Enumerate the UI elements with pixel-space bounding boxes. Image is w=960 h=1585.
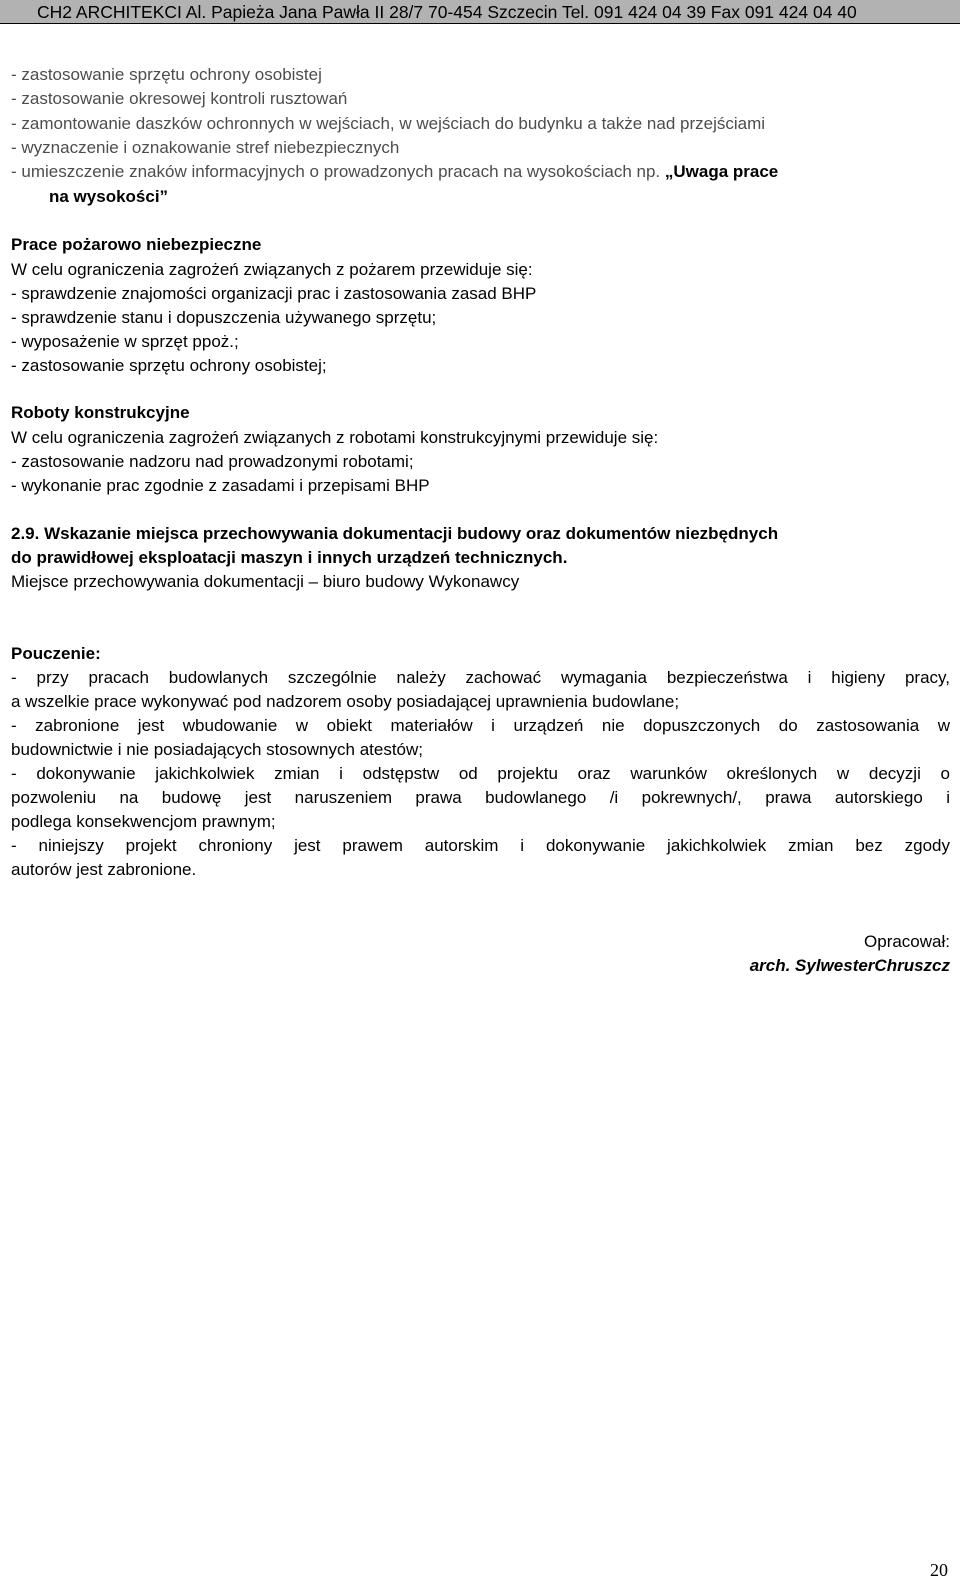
list-item-signs <box>11 162 778 182</box>
list-item: - zastosowanie sprzętu ochrony osobistej <box>11 65 322 84</box>
fire-intro: W celu ograniczenia zagrożeń związanych z pożarem przewiduje się: <box>11 260 533 279</box>
constr-heading: Roboty konstrukcyjne <box>11 403 190 422</box>
pouczenie-line: podlega konsekwencjom prawnym; <box>11 812 276 831</box>
list-item: - sprawdzenie znajomości organizacji prac i zastosowania zasad BHP <box>11 284 537 303</box>
signs-example-continued: na wysokości” <box>49 187 169 206</box>
list-item: - sprawdzenie stanu i dopuszczenia używanego sprzętu; <box>11 308 437 327</box>
doc-location: Miejsce przechowywania dokumentacji – biuro budowy Wykonawcy <box>11 572 520 591</box>
pouczenie-heading: Pouczenie: <box>11 644 101 663</box>
fire-heading: Prace pożarowo niebezpieczne <box>11 235 262 254</box>
pouczenie-line: a wszelkie prace wykonywać pod nadzorem osoby posiadającej uprawnienia budowlane; <box>11 692 680 711</box>
signs-text: - umieszczenie znaków informacyjnych o prowadzonych pracach na wysokościach np. <box>11 162 665 181</box>
pouczenie-line: - zabronione jest wbudowanie w obiekt materiałów i urządzeń nie dopuszczonych do zastosowania w <box>11 716 950 735</box>
section-2-9-title: 2.9. Wskazanie miejsca przechowywania dokumentacji budowy oraz dokumentów niezbędnych <box>11 524 779 543</box>
list-item: - zastosowanie okresowej kontroli rusztowań <box>11 89 348 108</box>
list-item: - wyposażenie w sprzęt ppoż.; <box>11 332 239 351</box>
pouczenie-line: pozwoleniu na budowę jest naruszeniem prawa budowlanego /i pokrewnych/, prawa autorskiego i <box>11 788 950 807</box>
section-2-9-title-cont: do prawidłowej eksploatacji maszyn i innych urządzeń technicznych. <box>11 548 568 567</box>
list-item: - zastosowanie nadzoru nad prowadzonymi robotami; <box>11 452 414 471</box>
list-item: - zastosowanie sprzętu ochrony osobistej; <box>11 356 327 375</box>
list-item: - zamontowanie daszków ochronnych w wejściach, w wejściach do budynku a także nad przejściami <box>11 114 766 133</box>
pouczenie-line: autorów jest zabronione. <box>11 860 197 879</box>
page-header: CH2 ARCHITEKCI Al. Papieża Jana Pawła II 28/7 70-454 Szczecin Tel. 091 424 04 39 Fax 091 424 04 40 <box>0 0 960 24</box>
pouczenie-line: budownictwie i nie posiadających stosownych atestów; <box>11 740 424 759</box>
pouczenie-line: - niniejszy projekt chroniony jest prawem autorskim i dokonywanie jakichkolwiek zmian bez zgody <box>11 836 950 855</box>
signature-label: Opracował: <box>864 932 950 951</box>
constr-intro: W celu ograniczenia zagrożeń związanych z robotami konstrukcyjnymi przewiduje się: <box>11 428 659 447</box>
signature-name: arch. SylwesterChruszcz <box>749 956 950 975</box>
page-number: 20 <box>930 1560 948 1580</box>
list-item: - wyznaczenie i oznakowanie stref niebezpiecznych <box>11 138 400 157</box>
list-item: - wykonanie prac zgodnie z zasadami i przepisami BHP <box>11 476 430 495</box>
signs-example: „Uwaga prace <box>664 162 779 181</box>
pouczenie-line: - przy pracach budowlanych szczególnie należy zachować wymagania bezpieczeństwa i higieny pracy, <box>11 668 950 687</box>
pouczenie-line: - dokonywanie jakichkolwiek zmian i odstępstw od projektu oraz warunków określonych w decyzji o <box>11 764 950 783</box>
